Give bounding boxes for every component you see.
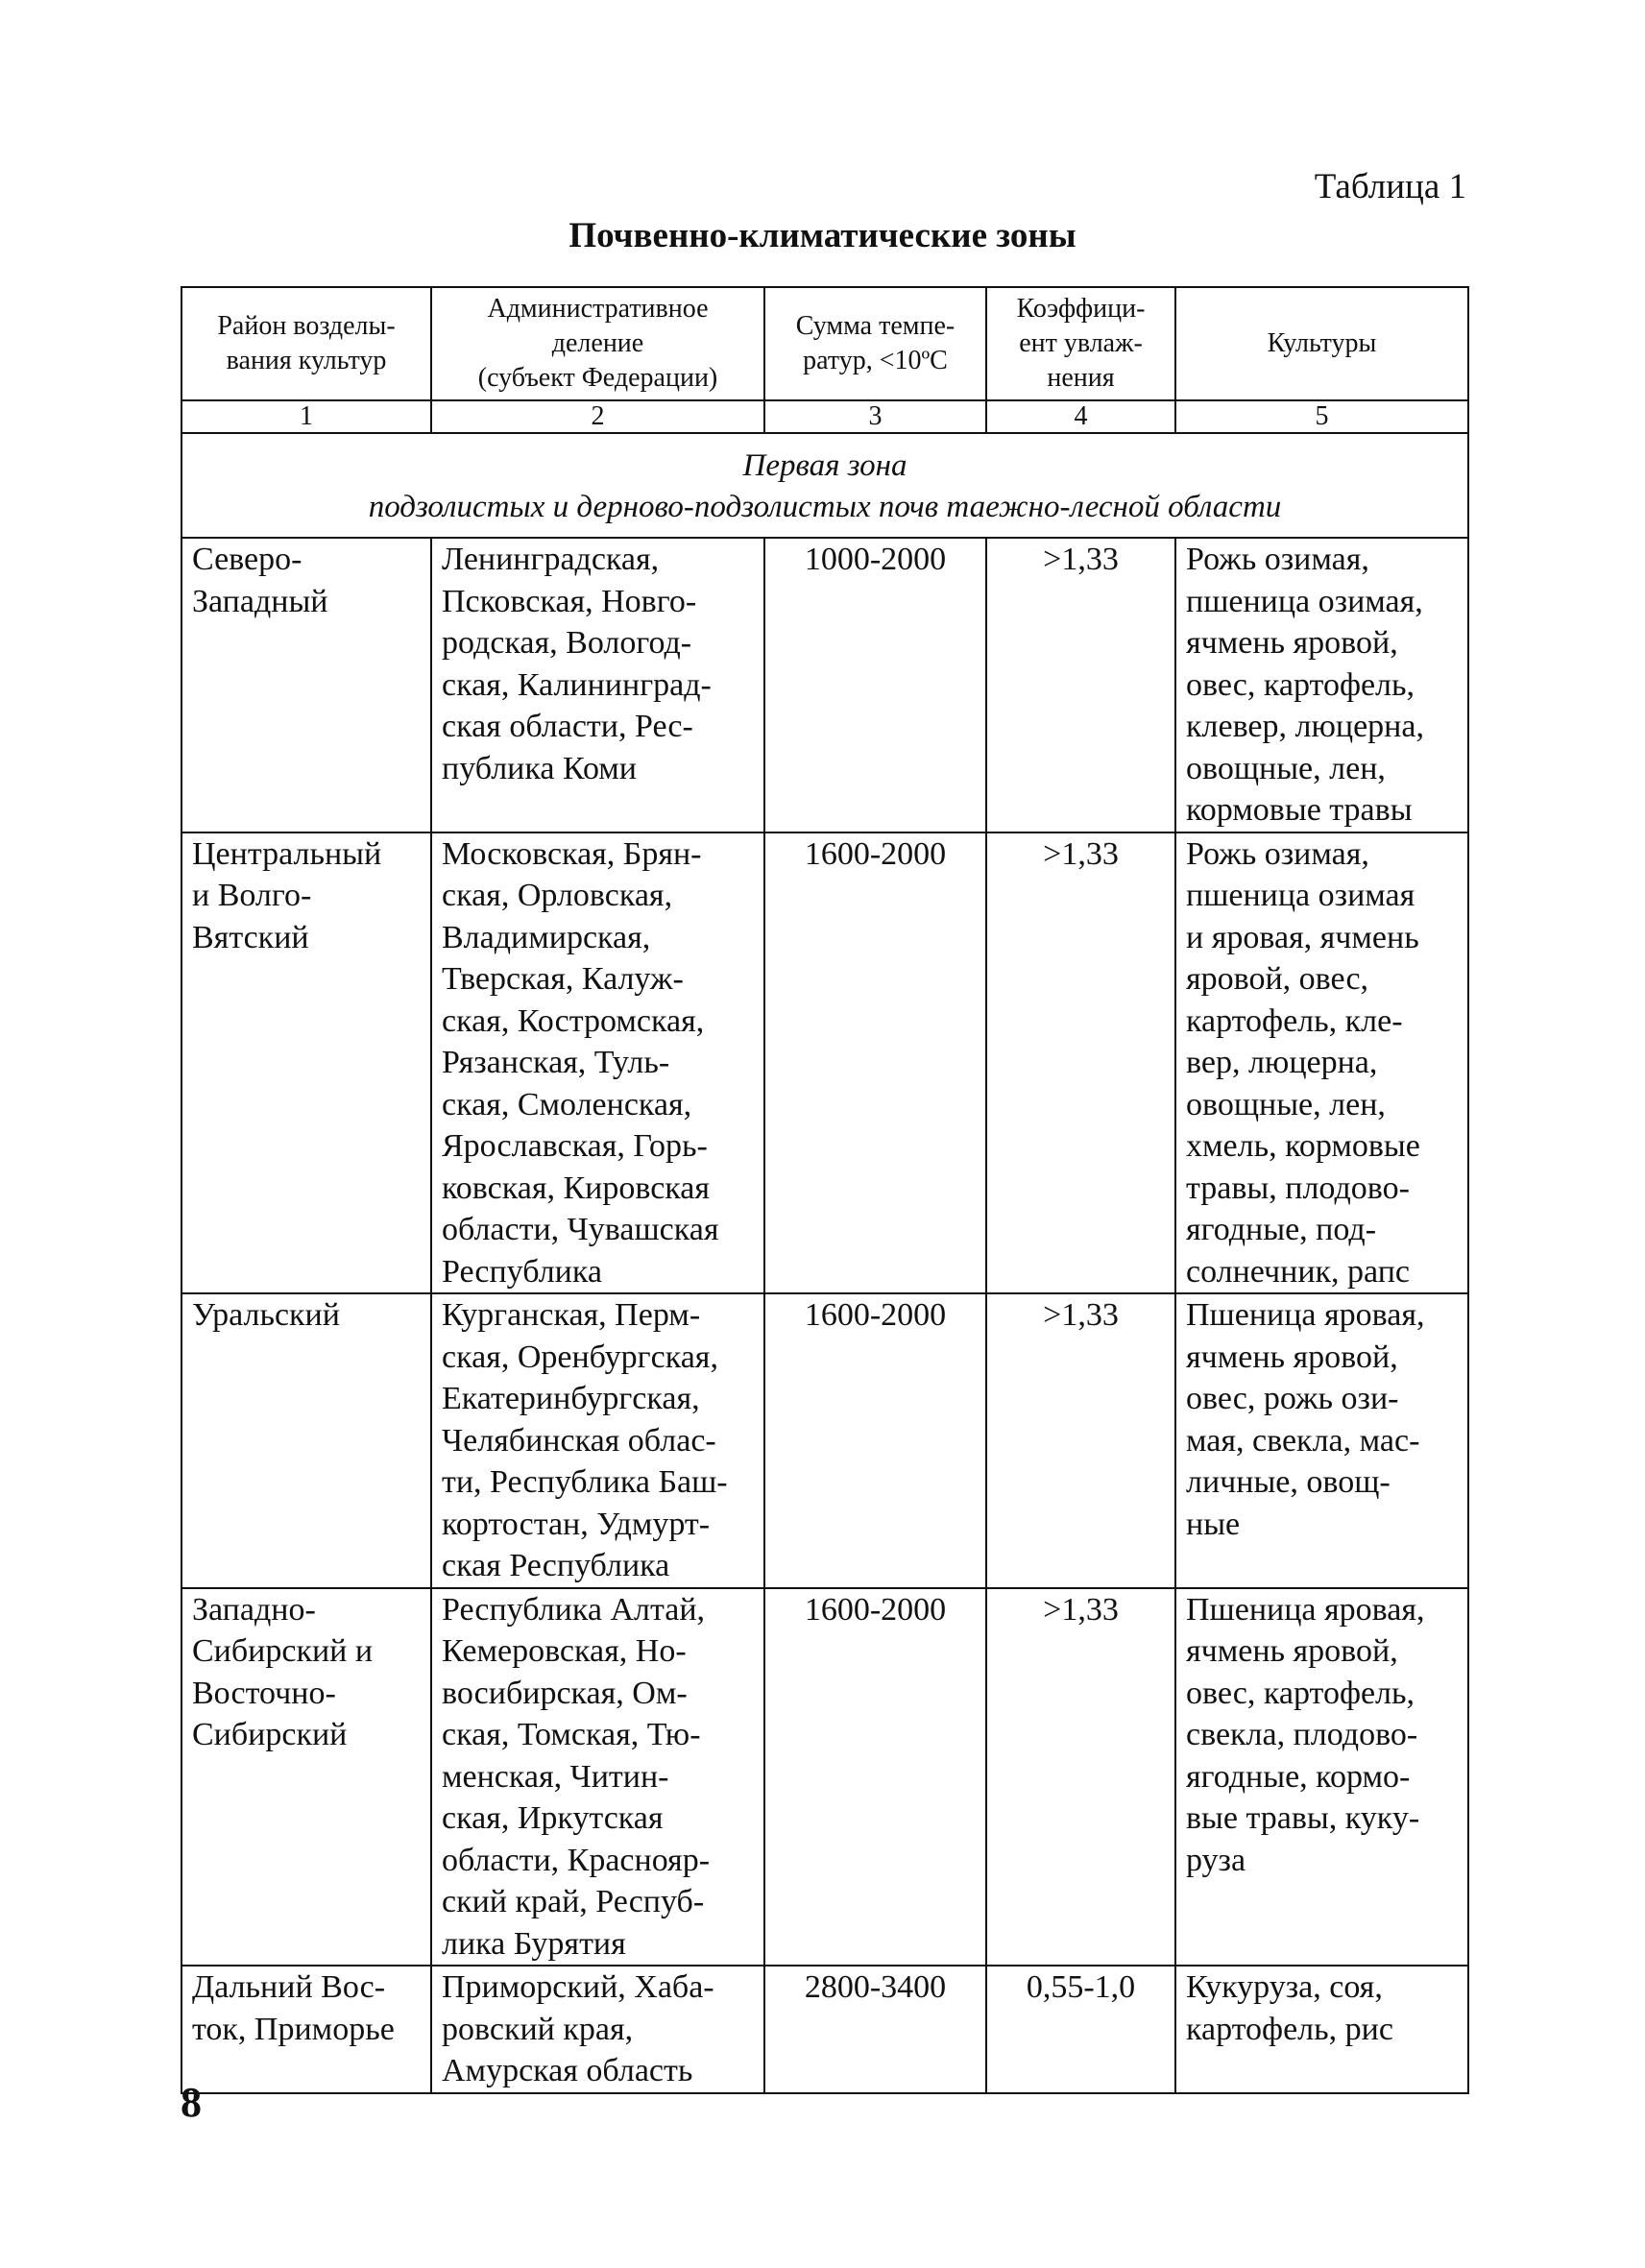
crops-cell: Пшеница яровая, ячмень яровой, овес, картофель, свекла, плодово- ягодные, кормо- вые травы, куку- руза	[1175, 1588, 1468, 1966]
page-title: Почвенно-климатические зоны	[568, 216, 1077, 255]
temp-sum-cell: 1600-2000	[764, 832, 986, 1294]
region-cell: Западно- Сибирский и Восточно- Сибирский	[181, 1588, 431, 1966]
table-row	[181, 1293, 1468, 1588]
zone-title: Первая зона подзолистых и дерново-подзолистых почв таежно-лесной области	[181, 433, 1468, 538]
temp-sum-cell: 1600-2000	[764, 1588, 986, 1966]
temp-sum-cell: 1600-2000	[764, 1293, 986, 1588]
table-label: Таблица 1	[1314, 167, 1466, 206]
crops-cell: Рожь озимая, пшеница озимая и яровая, ячмень яровой, овес, картофель, кле- вер, люцерна, овощные, лен, хмель, кормовые травы, плодово- ягодные, под- солнечник, рапс	[1175, 832, 1468, 1294]
moisture-cell: >1,33	[986, 538, 1175, 832]
region-cell: Дальний Вос- ток, Приморье	[181, 1966, 431, 2093]
region-cell: Центральный и Волго- Вятский	[181, 832, 431, 1294]
soil-climate-zones-table	[181, 286, 1469, 2094]
column-number: 2	[431, 400, 764, 433]
crops-cell: Пшеница яровая, ячмень яровой, овес, рожь ози- мая, свекла, мас- личные, овощ- ные	[1175, 1293, 1468, 1588]
moisture-cell: >1,33	[986, 1588, 1175, 1966]
column-number: 3	[764, 400, 986, 433]
column-header-moisture: Коэффици- ент увлаж- нения	[986, 287, 1175, 400]
zone-title-row	[181, 433, 1468, 538]
temp-sum-cell: 1000-2000	[764, 538, 986, 832]
column-header-admin: Административное деление (субъект Федерации)	[431, 287, 764, 400]
column-number: 4	[986, 400, 1175, 433]
column-header-crops: Культуры	[1175, 287, 1468, 400]
temp-sum-cell: 2800-3400	[764, 1966, 986, 2093]
table-row	[181, 538, 1468, 832]
moisture-cell: 0,55-1,0	[986, 1966, 1175, 2093]
crops-cell: Кукуруза, соя, картофель, рис	[1175, 1966, 1468, 2093]
region-cell: Северо- Западный	[181, 538, 431, 832]
admin-cell: Приморский, Хаба- ровский края, Амурская область	[431, 1966, 764, 2093]
admin-cell: Курганская, Перм- ская, Оренбургская, Екатеринбургская, Челябинская облас- ти, Республика Баш- кортостан, Удмурт- ская Республика	[431, 1293, 764, 1588]
admin-cell: Республика Алтай, Кемеровская, Но- восибирская, Ом- ская, Томская, Тю- менская, Читин- ская, Иркутская области, Краснояр- ский край, Респуб- лика Бурятия	[431, 1588, 764, 1966]
column-number: 5	[1175, 400, 1468, 433]
moisture-cell: >1,33	[986, 1293, 1175, 1588]
page-number: 8	[181, 2079, 202, 2126]
table-row	[181, 1966, 1468, 2093]
admin-cell: Московская, Брян- ская, Орловская, Владимирская, Тверская, Калуж- ская, Костромская, Рязанская, Туль- ская, Смоленская, Ярославская, Горь- ковская, Кировская области, Чувашская Республика	[431, 832, 764, 1294]
column-header-temp-sum: Сумма темпе- ратур, <10ºС	[764, 287, 986, 400]
moisture-cell: >1,33	[986, 832, 1175, 1294]
table-row	[181, 832, 1468, 1294]
column-header-region: Район возделы- вания культур	[181, 287, 431, 400]
admin-cell: Ленинградская, Псковская, Новго- родская, Вологод- ская, Калининград- ская области, Рес- публика Коми	[431, 538, 764, 832]
crops-cell: Рожь озимая, пшеница озимая, ячмень яровой, овес, картофель, клевер, люцерна, овощные, лен, кормовые травы	[1175, 538, 1468, 832]
table-row	[181, 1588, 1468, 1966]
column-number-row	[181, 400, 1468, 433]
table-header-row	[181, 287, 1468, 400]
region-cell: Уральский	[181, 1293, 431, 1588]
column-number: 1	[181, 400, 431, 433]
